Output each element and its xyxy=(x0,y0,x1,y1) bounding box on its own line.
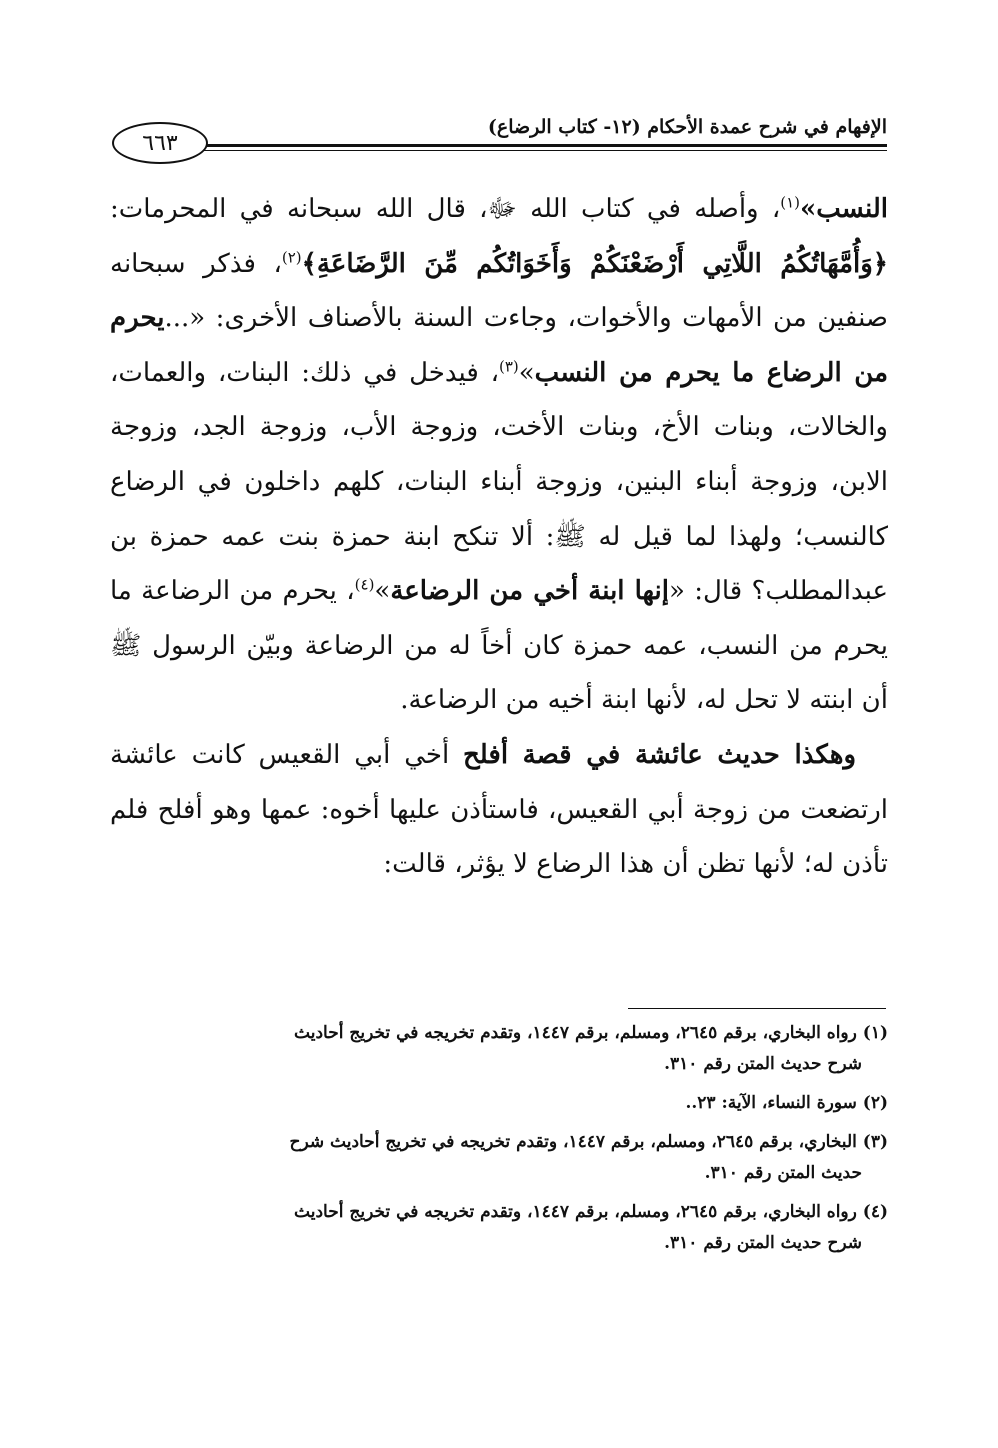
header-rule-thick xyxy=(200,144,887,147)
footnote-3 xyxy=(110,1127,888,1189)
header-rule-thin xyxy=(200,150,887,151)
footnote-ref-2: (٢) xyxy=(281,247,302,266)
footnote-number: (١) xyxy=(862,1023,888,1043)
page-header xyxy=(112,110,887,170)
footnote-4 xyxy=(110,1197,888,1259)
footnotes xyxy=(110,1018,888,1267)
quran-verse: ﴿وَأُمَّهَاتُكُمُ اللَّاتِي أَرْضَعْنَكُمْ وَأَخَوَاتُكُم مِّنَ الرَّضَاعَةِ﴾ xyxy=(301,248,889,279)
text-run: ، فيدخل في ذلك: البنات، والعمات، والخالات، وبنات الأخ، وبنات الأخت، وزوجة الأب، وزوجة الجد، وزوجة الابن، وزوجة أبناء البنين، وزوجة أبناء البنات، كلهم داخلون في الرضاع كالنسب؛ ولهذا لما قيل له ﷺ: ألا تنكح ابنة حمزة بنت عمه حمزة بن عبدالمطلب؟ قال: « xyxy=(110,357,888,607)
hadith-quote: يحرم من الرضاع ما يحرم من النسب xyxy=(110,303,888,388)
footnote-ref-3: (٣) xyxy=(498,357,519,376)
text-run: ، وأصله في كتاب الله ﷻ، قال الله سبحانه في المحرمات: xyxy=(110,194,781,224)
running-title: الإفهام في شرح عمدة الأحكام (١٢- كتاب الرضاع) xyxy=(487,116,887,138)
footnote-text-cont: حديث المتن رقم ٣١٠. xyxy=(704,1163,862,1183)
text-run: ، يحرم من الرضاعة ما يحرم من النسب، عمه حمزة كان أخاً له من الرضاعة وبيّن الرسول ﷺ أن ابنته لا تحل له، لأنها ابنة أخيه من الرضاعة. xyxy=(110,576,888,716)
footnote-separator xyxy=(628,1008,886,1009)
text-run: » xyxy=(374,576,391,607)
footnote-text: البخاري، برقم ٢٦٤٥، ومسلم، برقم ١٤٤٧، وتقدم تخريجه في تخريج أحاديث شرح xyxy=(289,1132,857,1152)
footnote-number: (٣) xyxy=(862,1132,888,1152)
footnote-text: سورة النساء، الآية: ٢٣.. xyxy=(685,1093,857,1113)
footnote-number: (٢) xyxy=(862,1093,888,1113)
text-run: ، فذكر سبحانه صنفين من الأمهات والأخوات، وجاءت السنة بالأصناف الأخرى: «... xyxy=(110,248,888,334)
footnote-2 xyxy=(110,1088,888,1119)
paragraph-1 xyxy=(110,182,888,728)
text-bold: وهكذا حديث عائشة في قصة أفلح xyxy=(463,739,856,770)
text-bold: النسب» xyxy=(800,194,888,224)
footnote-ref-4: (٤) xyxy=(354,575,375,594)
footnote-text-cont: شرح حديث المتن رقم ٣١٠. xyxy=(664,1233,862,1253)
main-text xyxy=(110,182,888,892)
footnote-text: رواه البخاري، برقم ٢٦٤٥، ومسلم، برقم ١٤٤٧، وتقدم تخريجه في تخريج أحاديث xyxy=(294,1023,857,1043)
footnote-ref-1: (١) xyxy=(780,193,801,212)
hadith-quote: إنها ابنة أخي من الرضاعة xyxy=(390,576,669,607)
text-run: أخي أبي القعيس كانت عائشة ارتضعت من زوجة أبي القعيس، فاستأذن عليها أخوه: عمها وهو أفلح فلم تأذن له؛ لأنها تظن أن هذا الرضاع لا يؤثر، قالت: xyxy=(110,739,888,880)
footnote-text: رواه البخاري، برقم ٢٦٤٥، ومسلم، برقم ١٤٤٧، وتقدم تخريجه في تخريج أحاديث xyxy=(294,1202,857,1222)
footnote-text-cont: شرح حديث المتن رقم ٣١٠. xyxy=(664,1054,862,1074)
page-number: ٦٦٣ xyxy=(112,122,208,164)
text-run: » xyxy=(518,357,535,388)
paragraph-2 xyxy=(110,728,888,892)
footnote-number: (٤) xyxy=(862,1202,888,1222)
footnote-1 xyxy=(110,1018,888,1080)
